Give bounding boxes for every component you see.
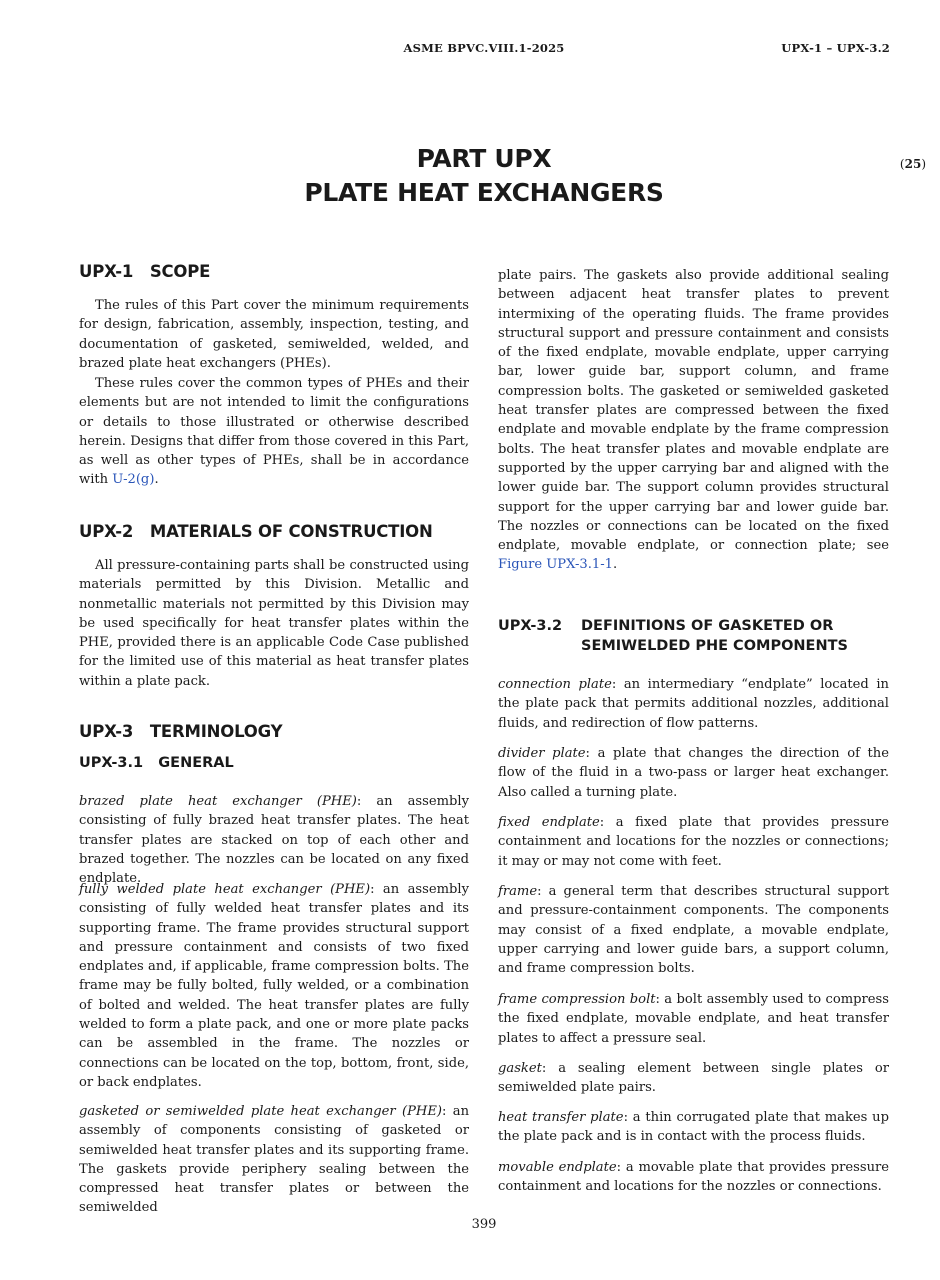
definition-brazed-phe: brazed plate heat exchanger (PHE): an assembly consisting of fully brazed heat transfer plates. The heat transfer plates are stacked on top of each other and brazed together. The nozzles can be located on any fixed endplate. (79, 794, 469, 887)
paragraph-upx2-1: All pressure-containing parts shall be constructed using materials permitted by this Division. Metallic and nonmetallic materials not permitted by this Division may be used specifically for heat transfer plates within the PHE, provided there is an applicable Code Case published for the limited use of this material as heat transfer plates within a plate pack. (79, 558, 469, 689)
paragraph-gasketed-phe-continued: plate pairs. The gaskets also provide additional sealing between adjacent heat transfer plates to prevent intermixing of the operating fluids. The frame provides structural support and pressure containment and consists of the fixed endplate, movable endplate, upper carrying bar, lower guide bar, support column, and frame compression bolts. The gasketed or semiwelded gasketed heat transfer plates are compressed between the fixed endplate and movable endplate by the frame compression bolts. The heat transfer plates and movable endplate are supported by the upper carrying bar and aligned with the lower guide bar. The support column provides structural support for the upper carrying bar and lower guide bar. The nozzles or connections can be located on the fixed endplate, movable endplate, or connection plate; see Figure UPX-3.1-1. (498, 268, 889, 573)
definition-frame-compression-bolt: frame compression bolt: a bolt assembly used to compress the fixed endplate, movable endplate, and heat transfer plates to affect a pressure seal. (498, 992, 889, 1046)
definition-term: heat transfer plate (498, 1110, 624, 1125)
definition-term: fully welded plate heat exchanger (PHE) (79, 882, 371, 897)
definition-term: connection plate (498, 677, 612, 692)
definition-fully-welded-phe: fully welded plate heat exchanger (PHE): an assembly consisting of fully welded heat transfer plates and its supporting frame. The frame provides structural support and pressure containment and consists of two fixed endplates and, if applicable, frame compression bolts. The frame may be fully bolted, fully welded, or a combination of bolted and welded. The heat transfer plates are fully welded to form a plate pack, and one or more plate packs can be assembled in the frame. The nozzles or connections can be located on the top, bottom, front, side, or back endplates. (79, 882, 469, 1090)
definition-fixed-endplate: fixed endplate: a fixed plate that provides pressure containment and locations for the nozzles or connections; it may or may not come with feet. (498, 815, 889, 869)
section-title: MATERIALS OF CONSTRUCTION (149, 522, 433, 541)
section-title: GENERAL (158, 755, 234, 771)
cross-reference-link[interactable]: U-2(g) (112, 472, 155, 488)
running-header-standard: ASME BPVC.VIII.1-2025 (403, 41, 565, 55)
heading-upx3 (79, 722, 282, 741)
part-title-line2: PLATE HEAT EXCHANGERS (304, 178, 664, 207)
running-header-section-range: UPX-1 – UPX-3.2 (781, 41, 890, 55)
definition-divider-plate: divider plate: a plate that changes the direction of the flow of the fluid in a two-pass or larger heat exchanger. Also called a turning plate. (498, 746, 889, 800)
definition-heat-transfer-plate: heat transfer plate: a thin corrugated plate that makes up the plate pack and is in contact with the process fluids. (498, 1110, 889, 1145)
definition-term: frame (498, 884, 538, 899)
definition-connection-plate: connection plate: an intermediary “endplate” located in the plate pack that permits additional nozzles, additional fluids, and redirection of flow patterns. (498, 677, 889, 731)
definition-gasket: gasket: a sealing element between single plates or semiwelded plate pairs. (498, 1061, 889, 1096)
definition-term: gasket (498, 1061, 542, 1076)
heading-upx3-1 (79, 754, 234, 773)
section-number: UPX-3.1 (79, 755, 144, 771)
definition-term: movable endplate (498, 1160, 617, 1175)
section-title: SCOPE (149, 262, 211, 281)
definition-term: brazed plate heat exchanger (PHE) (79, 794, 357, 809)
definition-term: frame compression bolt (498, 992, 656, 1007)
heading-upx3-2 (498, 616, 889, 656)
heading-upx2 (79, 522, 433, 541)
section-number: UPX-2 (79, 522, 134, 541)
heading-upx1 (79, 262, 210, 281)
page-number: 399 (471, 1217, 497, 1232)
definition-term: fixed endplate (498, 815, 600, 830)
definition-frame: frame: a general term that describes structural support and pressure-containment components. The components may consist of a fixed endplate, a movable endplate, upper carrying and lower guide bars, a support column, and frame compression bolts. (498, 884, 889, 977)
definition-term: divider plate (498, 746, 586, 761)
part-title-line1: PART UPX (416, 144, 552, 173)
revision-mark: (25) (899, 157, 926, 171)
section-number: UPX-3.2 (498, 618, 563, 634)
section-number: UPX-3 (79, 722, 134, 741)
revision-number: 25 (904, 157, 922, 171)
paragraph-upx1-2: These rules cover the common types of PHEs and their elements but are not intended to limit the configurations or details to those illustrated or otherwise described herein. Designs that differ from those covered in this Part, as well as other types of PHEs, shall be in accordance with U-2(g). (79, 376, 469, 488)
section-number: UPX-1 (79, 262, 134, 281)
definition-movable-endplate: movable endplate: a movable plate that provides pressure containment and locations for the nozzles or connections. (498, 1160, 890, 1195)
definition-gasketed-phe: gasketed or semiwelded plate heat exchanger (PHE): an assembly of components consisting of gasketed or semiwelded heat transfer plates and its supporting frame. The gaskets provide periphery sealing between the compressed heat transfer plates or between the semiwelded (79, 1104, 469, 1216)
section-title: DEFINITIONS OF GASKETED OR SEMIWELDED PHE COMPONENTS (581, 618, 848, 654)
paragraph-upx1-1: The rules of this Part cover the minimum requirements for design, fabrication, assembly, inspection, testing, and documentation of gasketed, semiwelded, welded, and brazed plate heat exchangers (PHEs). (79, 298, 469, 371)
definition-term: gasketed or semiwelded plate heat exchanger (PHE) (79, 1104, 443, 1119)
section-title: TERMINOLOGY (149, 722, 283, 741)
part-title (0, 142, 940, 210)
figure-reference-link[interactable]: Figure UPX-3.1-1 (498, 557, 613, 573)
